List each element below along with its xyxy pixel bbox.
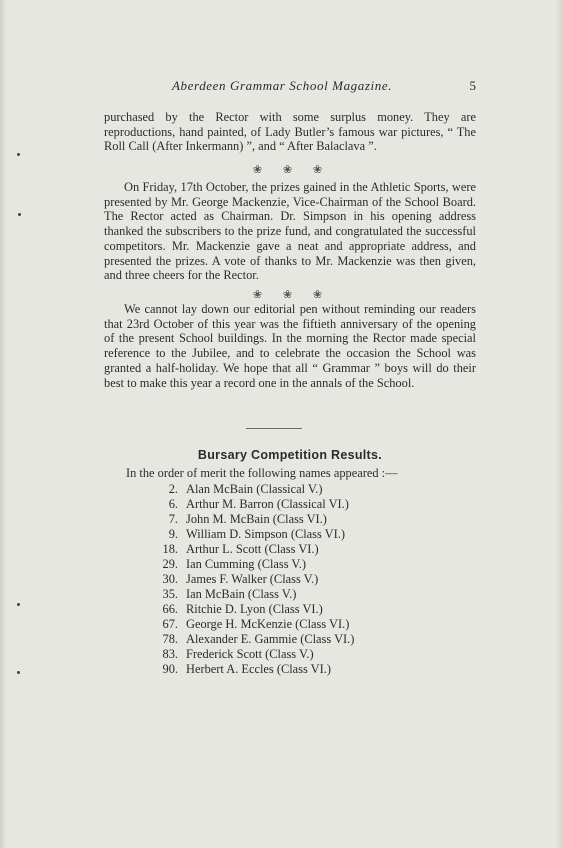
paragraph-prizes: On Friday, 17th October, the prizes gained in the Athletic Sports, were presented by Mr. George Mackenzie, Vice-Chairman of the School Board. The Rector acted as Chairman. Dr. Simpson in his opening address thanked the subscribers to the prize fund, and congratulated the successful competitors. Mr. Mackenzie gave a neat and appropriate address, and presented the prizes. A vote of thanks to Mr. Mackenzie was then given, and three cheers for the Rector.: [104, 180, 476, 283]
result-rank: 6.: [168, 497, 178, 511]
result-name: Alexander E. Gammie (Class VI.): [186, 632, 355, 646]
result-rank: 29.: [162, 557, 178, 571]
result-rank: 67.: [162, 617, 178, 631]
result-name: Herbert A. Eccles (Class VI.): [186, 662, 331, 676]
page-edge-left: [0, 0, 6, 848]
result-name: Ian McBain (Class V.): [186, 587, 297, 601]
binding-hole-mark: [17, 671, 20, 674]
result-rank: 7.: [168, 512, 178, 526]
result-name: Ian Cumming (Class V.): [186, 557, 307, 571]
binding-hole-mark: [17, 603, 20, 606]
binding-hole-mark: [17, 153, 20, 156]
result-rank: 66.: [162, 602, 178, 616]
page-number: 5: [469, 78, 476, 93]
magazine-title: Aberdeen Grammar School Magazine.: [172, 78, 393, 93]
result-name: George H. McKenzie (Class VI.): [186, 617, 350, 631]
result-name: John M. McBain (Class VI.): [186, 512, 327, 526]
section-heading: Bursary Competition Results.: [197, 448, 383, 462]
result-name: Ritchie D. Lyon (Class VI.): [186, 602, 323, 616]
result-rank: 78.: [162, 632, 178, 646]
result-rank: 35.: [162, 587, 178, 601]
result-rank: 30.: [162, 572, 178, 586]
running-header: [104, 78, 478, 96]
result-rank: 18.: [162, 542, 178, 556]
paragraph-jubilee: We cannot lay down our editorial pen without reminding our readers that 23rd October of this year was the fiftieth anniversary of the opening of the present School buildings. In the morning the Rector made special reference to the Jubilee, and to celebrate the occasion the School was granted a half-holiday. We hope that all “ Grammar ” boys will do their best to make this year a record one in the annals of the School.: [104, 302, 476, 390]
result-name: Frederick Scott (Class V.): [186, 647, 314, 661]
ornament-divider: ❀ ❀ ❀: [252, 164, 332, 176]
result-rank: 2.: [168, 482, 178, 496]
result-rank: 9.: [168, 527, 178, 541]
section-rule: [246, 428, 302, 429]
paragraph-pictures: purchased by the Rector with some surplus money. They are reproductions, hand painted, of Lady Butler’s famous war pictures, “ The Roll Call (After Inkermann) ”, and “ After Balaclava ”.: [104, 110, 476, 154]
result-name: Alan McBain (Classical V.): [186, 482, 323, 496]
result-name: James F. Walker (Class V.): [186, 572, 319, 586]
binding-hole-mark: [18, 213, 21, 216]
result-name: William D. Simpson (Class VI.): [186, 527, 345, 541]
ornament-divider: ❀ ❀ ❀: [252, 289, 332, 301]
result-name: Arthur M. Barron (Classical VI.): [186, 497, 349, 511]
results-intro: In the order of merit the following names appeared :—: [126, 466, 398, 480]
page-edge-right: [555, 0, 563, 848]
result-name: Arthur L. Scott (Class VI.): [186, 542, 319, 556]
result-rank: 83.: [162, 647, 178, 661]
result-rank: 90.: [162, 662, 178, 676]
